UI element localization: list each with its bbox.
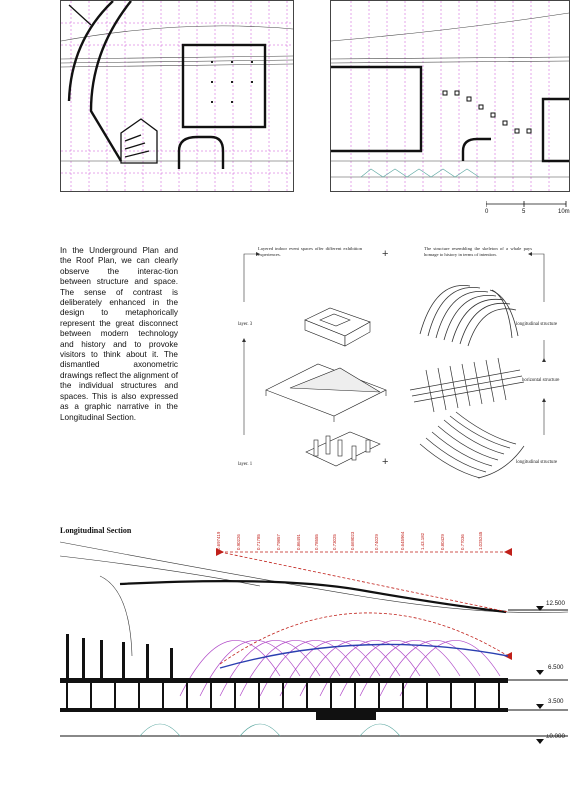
body-paragraph: In the Underground Plan and the Roof Plan, we can clearly observe the interac-tion between structure and space. The sense of contrast is deliberately enhanced in the design to metaphorically represent the great disconnect between modern technology and history and to provoke visitors to think about it. The dismantled axonometric drawings reflect the alignment of the individual structures and spaces. This is also expressed as a graphic narrative in the Longitudinal Section. [60, 246, 178, 422]
scale-bar [486, 200, 568, 220]
dim-label: 1.43.182 [420, 532, 425, 550]
dim-label: 0.669023 [350, 531, 355, 550]
label-horizontal: horizontal structure [522, 378, 560, 383]
roof-plan-drawing [331, 1, 569, 191]
dim-label: 0.78555 [314, 534, 319, 550]
label-layer-3: layer. 3 [238, 322, 253, 327]
underground-plan-drawing [61, 1, 293, 191]
dim-label: 1.025245 [478, 531, 483, 550]
caption-layered-spaces: Layered indoor event spaces offer different exhibition experiences. [258, 246, 362, 257]
level-3500: 3.500 [548, 698, 564, 705]
axonometric-diagram [230, 240, 568, 500]
dim-label: 0.77036 [460, 534, 465, 550]
dim-label: 0.80429 [440, 534, 445, 550]
dim-label: 0.79857 [276, 534, 281, 550]
dim-label: 0.645964 [400, 531, 405, 550]
plus-sign-bottom: + [382, 456, 389, 468]
dim-label: 0.71785 [256, 534, 261, 550]
roof-plan [330, 0, 570, 192]
level-12500: 12.500 [546, 600, 565, 607]
level-triangles [534, 604, 548, 744]
scale-bar-line [486, 200, 568, 208]
dim-label: 0.697419 [216, 531, 221, 550]
scale-tick-5: 5 [522, 209, 526, 215]
scale-tick-10m: 10m [558, 209, 570, 215]
level-0000: ±0.000 [546, 733, 565, 740]
scale-tick-0: 0 [485, 209, 489, 215]
label-longitudinal-bottom: longitudinal structure [516, 460, 558, 465]
underground-plan [60, 0, 294, 192]
section-title: Longitudinal Section [60, 526, 132, 535]
label-layer-1: layer. 1 [238, 462, 253, 467]
caption-whale-structure: The structure resembling the skeleton of a whale pays homage to history in terms of intention. [424, 246, 532, 257]
dim-label: 0.90226 [236, 534, 241, 550]
level-6500: 6.500 [548, 664, 564, 671]
dim-label: 0.74029 [374, 534, 379, 550]
label-longitudinal-top: longitudinal structure [516, 322, 558, 327]
plus-sign-top: + [382, 248, 389, 260]
dimension-labels [216, 531, 496, 580]
dim-label: 0.73025 [332, 534, 337, 550]
dim-label: 0.86491 [296, 534, 301, 550]
